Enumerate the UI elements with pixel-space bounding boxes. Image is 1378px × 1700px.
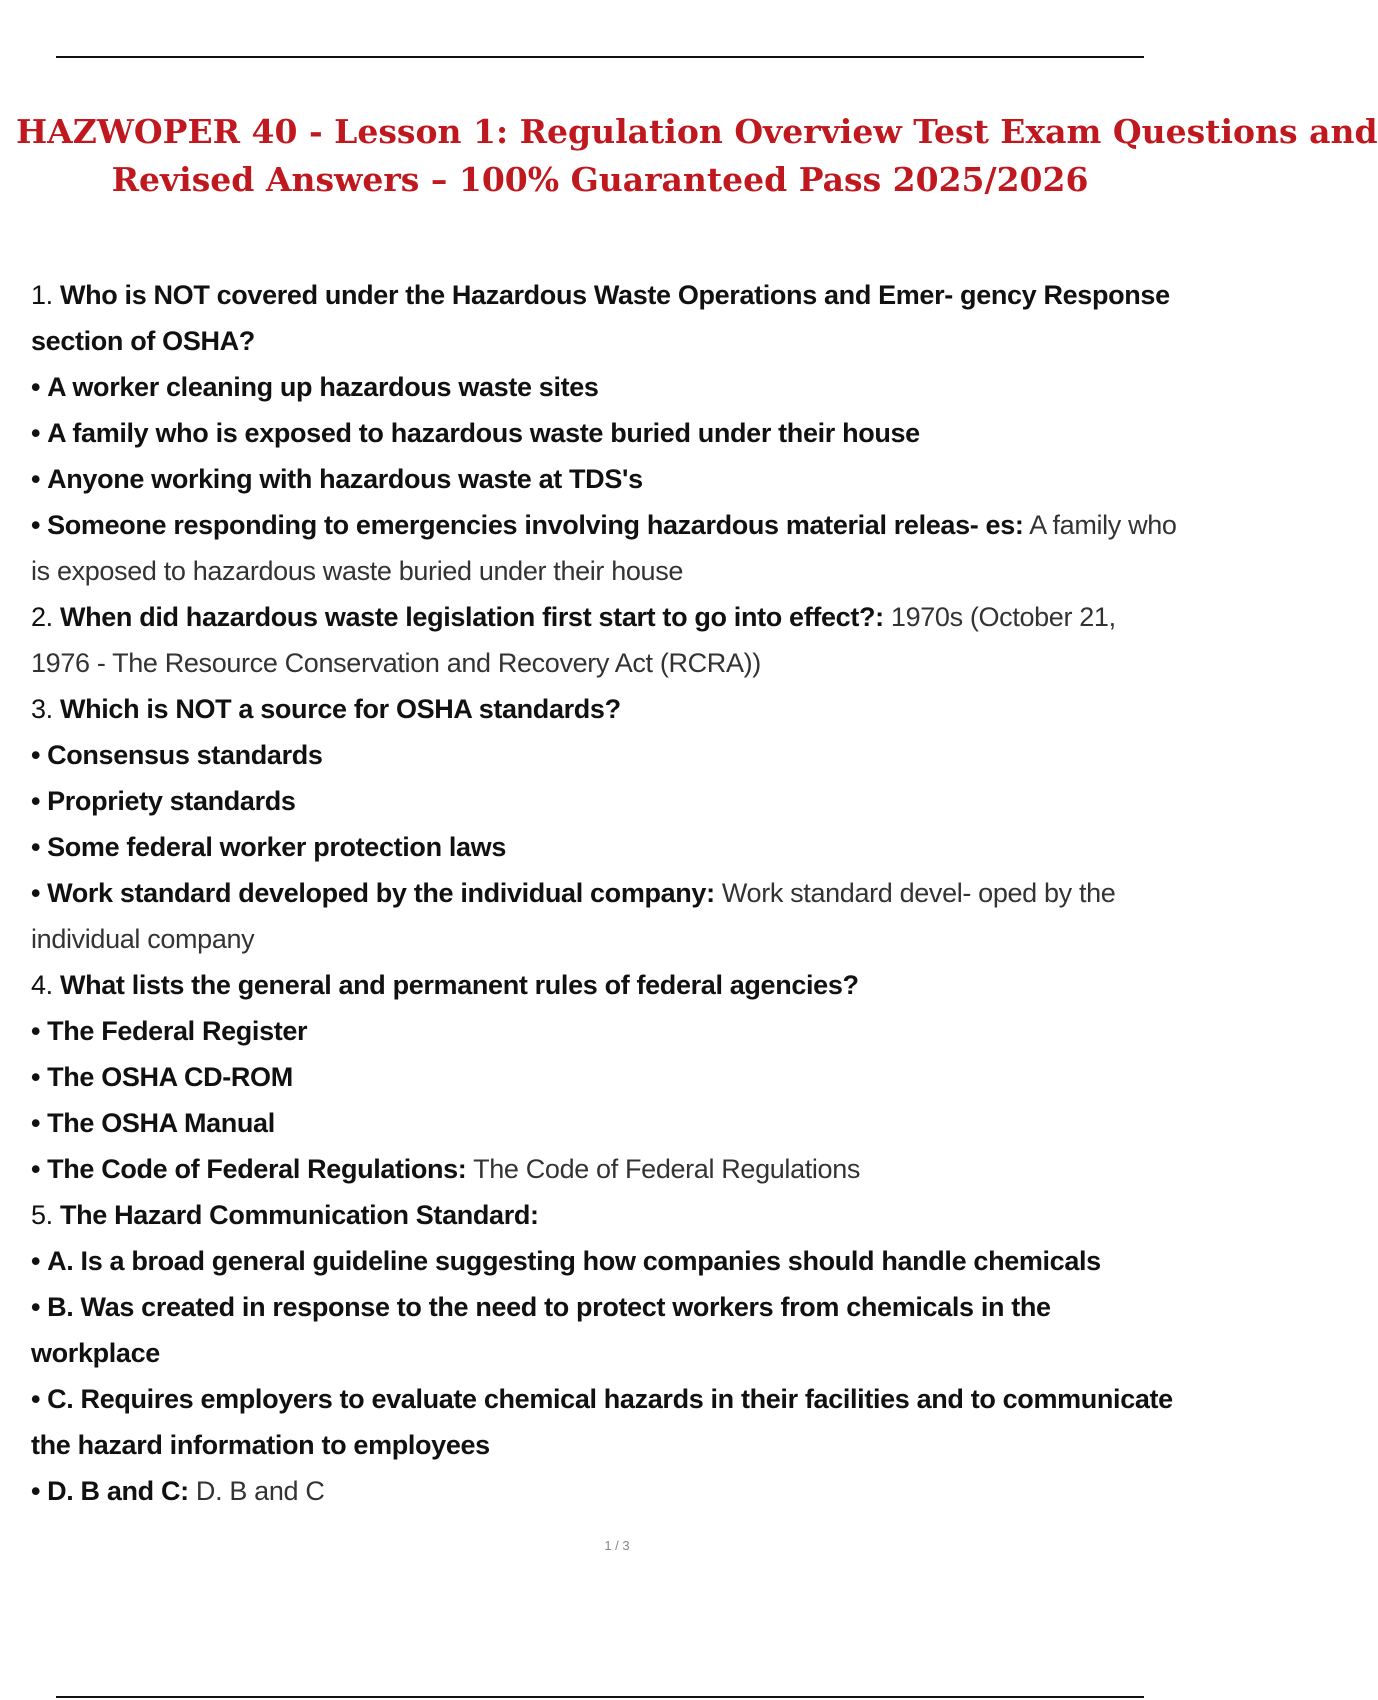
- option-item: [31, 1376, 1181, 1468]
- option-item: [31, 1100, 1181, 1146]
- option-text: B. Was created in response to the need to protect workers from chemicals in the workplace: [31, 1292, 1051, 1368]
- option-text: Some federal worker protection laws: [47, 832, 507, 862]
- option-item: [31, 1238, 1181, 1284]
- option-item: [31, 1054, 1181, 1100]
- question-text: When did hazardous waste legislation first start to go into effect?:: [59, 602, 884, 632]
- bullet-icon: •: [31, 510, 41, 540]
- bullet-icon: •: [31, 464, 41, 494]
- option-item: [31, 502, 1181, 594]
- option-item: [31, 870, 1181, 962]
- bullet-icon: •: [31, 740, 41, 770]
- answer-text: Work standard devel- oped by the individual company: [31, 878, 1116, 954]
- option-item: [31, 456, 1181, 502]
- answer-text: A family who is exposed to hazardous waste buried under their house: [31, 510, 1177, 586]
- bullet-icon: •: [31, 1292, 41, 1322]
- document-title: [0, 108, 1378, 204]
- question-number: 3.: [31, 694, 53, 724]
- question-number: 2.: [31, 602, 53, 632]
- option-item: [31, 1468, 1181, 1514]
- bullet-icon: •: [31, 418, 41, 448]
- option-item: [31, 364, 1181, 410]
- option-text: D. B and C:: [47, 1476, 189, 1506]
- option-text: A. Is a broad general guideline suggesting how companies should handle chemicals: [47, 1246, 1101, 1276]
- option-text: Someone responding to emergencies involving hazardous material releas- es:: [47, 510, 1024, 540]
- question-text: What lists the general and permanent rules of federal agencies?: [59, 970, 859, 1000]
- option-text: Propriety standards: [47, 786, 296, 816]
- bullet-icon: •: [31, 1384, 41, 1414]
- option-text: Anyone working with hazardous waste at TDS's: [47, 464, 643, 494]
- bottom-rule: [56, 1696, 1144, 1698]
- option-item: [31, 410, 1181, 456]
- question-text: The Hazard Communication Standard:: [59, 1200, 539, 1230]
- option-item: [31, 1146, 1181, 1192]
- question-text: Who is NOT covered under the Hazardous Waste Operations and Emer- gency Response section of OSHA?: [31, 280, 1170, 356]
- answer-text: 1970s (October 21, 1976 - The Resource Conservation and Recovery Act (RCRA)): [31, 602, 1116, 678]
- bullet-icon: •: [31, 1476, 41, 1506]
- question-5: [31, 1192, 1181, 1238]
- top-rule: [56, 56, 1144, 58]
- question-number: 1.: [31, 280, 53, 310]
- option-text: A family who is exposed to hazardous waste buried under their house: [47, 418, 920, 448]
- option-text: A worker cleaning up hazardous waste sites: [47, 372, 599, 402]
- bullet-icon: •: [31, 1062, 41, 1092]
- page-number: 1 / 3: [604, 1538, 630, 1553]
- answer-text: The Code of Federal Regulations: [473, 1154, 861, 1184]
- option-text: The OSHA CD-ROM: [47, 1062, 293, 1092]
- question-number: 4.: [31, 970, 53, 1000]
- option-item: [31, 732, 1181, 778]
- bullet-icon: •: [31, 1016, 41, 1046]
- answer-text: D. B and C: [195, 1476, 325, 1506]
- option-text: Consensus standards: [47, 740, 323, 770]
- bullet-icon: •: [31, 1108, 41, 1138]
- option-text: The Code of Federal Regulations:: [47, 1154, 467, 1184]
- question-1: [31, 272, 1181, 364]
- bullet-icon: •: [31, 372, 41, 402]
- question-list: [31, 272, 1181, 1514]
- option-item: [31, 1008, 1181, 1054]
- title-line-2: Revised Answers – 100% Guaranteed Pass 2025/2026: [111, 160, 1089, 199]
- bullet-icon: •: [31, 1246, 41, 1276]
- title-line-1: HAZWOPER 40 - Lesson 1: Regulation Overview Test Exam Questions and: [16, 112, 1378, 151]
- bullet-icon: •: [31, 878, 41, 908]
- option-text: The OSHA Manual: [47, 1108, 275, 1138]
- bullet-icon: •: [31, 786, 41, 816]
- option-item: [31, 1284, 1181, 1376]
- option-item: [31, 778, 1181, 824]
- question-3: [31, 686, 1181, 732]
- option-item: [31, 824, 1181, 870]
- option-text: Work standard developed by the individual company:: [47, 878, 715, 908]
- question-4: [31, 962, 1181, 1008]
- option-text: C. Requires employers to evaluate chemical hazards in their facilities and to communicate the hazard information to employees: [31, 1384, 1173, 1460]
- bullet-icon: •: [31, 832, 41, 862]
- question-2: [31, 594, 1181, 686]
- option-text: The Federal Register: [47, 1016, 308, 1046]
- question-text: Which is NOT a source for OSHA standards?: [59, 694, 621, 724]
- question-number: 5.: [31, 1200, 53, 1230]
- bullet-icon: •: [31, 1154, 41, 1184]
